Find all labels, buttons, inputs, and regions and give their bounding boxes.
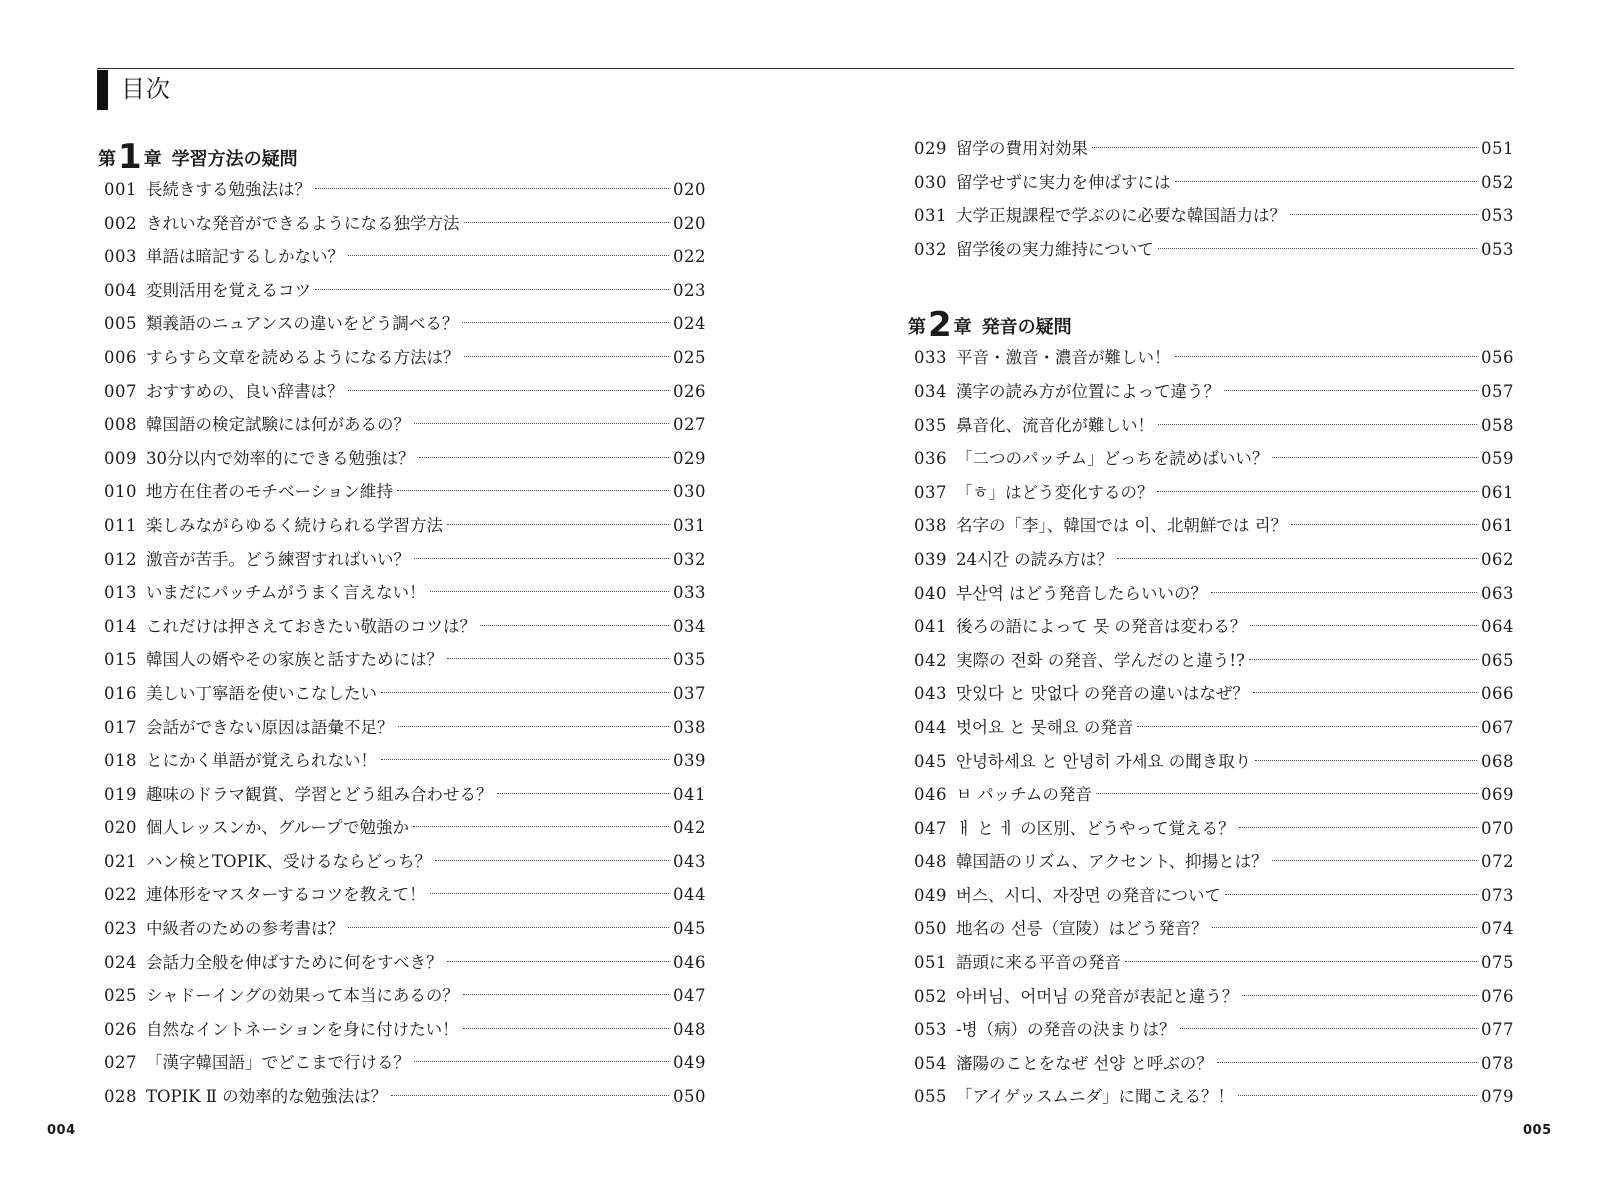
chapter-prefix: 第 bbox=[908, 317, 926, 339]
entry-number: 032 bbox=[914, 239, 947, 259]
entry-page: 053 bbox=[1481, 206, 1514, 226]
entry-page: 066 bbox=[1481, 684, 1514, 704]
toc-entry bbox=[908, 476, 1514, 510]
entry-number: 011 bbox=[104, 515, 137, 535]
entry-page: 032 bbox=[673, 549, 706, 569]
toc-entry bbox=[98, 173, 706, 207]
entry-title: とにかく単語が覚えられない！ bbox=[146, 751, 377, 771]
entry-page: 058 bbox=[1481, 415, 1514, 435]
leader-dots bbox=[463, 994, 669, 995]
entry-number: 020 bbox=[104, 818, 137, 838]
leader-dots bbox=[1137, 726, 1477, 727]
entry-page: 050 bbox=[673, 1087, 706, 1107]
entry-title: 韓国語のリズム、アクセント、抑揚とは？ bbox=[956, 852, 1268, 872]
leader-dots bbox=[463, 1028, 669, 1029]
entry-number: 017 bbox=[104, 717, 137, 737]
entry-title: 「漢字韓国語」でどこまで行ける？ bbox=[146, 1053, 410, 1073]
entry-page: 027 bbox=[673, 415, 706, 435]
toc-entry bbox=[98, 341, 706, 375]
entry-number: 007 bbox=[104, 381, 137, 401]
toc-entry bbox=[908, 341, 1514, 375]
leader-dots bbox=[447, 524, 669, 525]
entry-number: 040 bbox=[914, 583, 947, 603]
entry-page: 039 bbox=[673, 751, 706, 771]
entry-number: 028 bbox=[104, 1087, 137, 1107]
toc-entry bbox=[908, 543, 1514, 577]
leader-dots bbox=[447, 961, 669, 962]
entry-title: 瀋陽のことをなぜ 선양 と呼ぶの？ bbox=[956, 1053, 1213, 1073]
entry-title: ハン検とTOPIK、受けるならどっち？ bbox=[146, 851, 432, 871]
entry-title: 自然なイントネーションを身に付けたい！ bbox=[146, 1019, 459, 1039]
entry-title: ㅐ と ㅔ の区別、どうやって覚える？ bbox=[956, 818, 1235, 838]
entry-title: おすすめの、良い辞書は？ bbox=[146, 381, 344, 401]
entry-page: 025 bbox=[673, 347, 706, 367]
leader-dots bbox=[1290, 214, 1477, 215]
entry-number: 005 bbox=[104, 314, 137, 334]
entry-number: 002 bbox=[104, 213, 137, 233]
entry-page: 053 bbox=[1481, 239, 1514, 259]
leader-dots bbox=[1211, 592, 1477, 593]
leader-dots bbox=[414, 558, 669, 559]
leader-dots bbox=[435, 860, 669, 861]
entry-title: 楽しみながらゆるく続けられる学習方法 bbox=[146, 515, 443, 535]
entry-page: 072 bbox=[1481, 852, 1514, 872]
entry-page: 023 bbox=[673, 280, 706, 300]
entry-number: 042 bbox=[914, 650, 947, 670]
entry-title: これだけは押さえておきたい敬語のコツは？ bbox=[146, 616, 476, 636]
entry-title: 벗어요 と 못해요 の発音 bbox=[956, 717, 1134, 737]
leader-dots bbox=[1225, 894, 1477, 895]
chapter-1-heading bbox=[98, 132, 706, 177]
entry-page: 047 bbox=[673, 986, 706, 1006]
entry-number: 004 bbox=[104, 280, 137, 300]
entry-title: 留学後の実力維持について bbox=[956, 239, 1154, 259]
leader-dots bbox=[1117, 558, 1477, 559]
entry-page: 030 bbox=[673, 482, 706, 502]
entry-title: 地名の 선릉（宣陵）はどう発音？ bbox=[956, 919, 1208, 939]
entry-page: 031 bbox=[673, 515, 706, 535]
entry-title: 趣味のドラマ観賞、学習とどう組み合わせる？ bbox=[146, 784, 493, 804]
entry-title: 会話力全般を伸ばすために何をすべき？ bbox=[146, 952, 443, 972]
toc-right-column bbox=[908, 132, 1514, 1114]
leader-dots bbox=[1238, 1095, 1477, 1096]
toc-entry bbox=[908, 1080, 1514, 1114]
entry-number: 010 bbox=[104, 482, 137, 502]
toc-entry bbox=[908, 1047, 1514, 1081]
leader-dots bbox=[1249, 659, 1477, 660]
entry-page: 051 bbox=[1481, 139, 1514, 158]
entry-number: 019 bbox=[104, 784, 137, 804]
toc-list-chapter-2 bbox=[908, 341, 1514, 1114]
entry-title: 韓国語の検定試験には何があるの？ bbox=[146, 415, 410, 435]
leader-dots bbox=[1175, 181, 1478, 182]
entry-page: 049 bbox=[673, 1053, 706, 1073]
entry-number: 027 bbox=[104, 1053, 137, 1073]
entry-number: 051 bbox=[914, 953, 947, 973]
toc-entry bbox=[908, 199, 1514, 233]
toc-entry bbox=[908, 442, 1514, 476]
top-rule bbox=[97, 68, 1514, 69]
entry-page: 079 bbox=[1481, 1087, 1514, 1107]
leader-dots bbox=[464, 222, 670, 223]
toc-entry bbox=[908, 509, 1514, 543]
entry-page: 061 bbox=[1481, 482, 1514, 502]
leader-dots bbox=[464, 356, 670, 357]
toc-entry bbox=[98, 946, 706, 980]
entry-title: 「ㅎ」はどう変化するの？ bbox=[956, 482, 1154, 502]
entry-page: 062 bbox=[1481, 549, 1514, 569]
entry-title: きれいな発音ができるようになる独学方法 bbox=[146, 213, 460, 233]
leader-dots bbox=[462, 322, 669, 323]
entry-number: 034 bbox=[914, 381, 947, 401]
toc-entry bbox=[98, 375, 706, 409]
entry-title: 韓国人の婿やその家族と話すためには？ bbox=[146, 650, 443, 670]
entry-title: 個人レッスンか、グループで勉強か bbox=[146, 818, 410, 838]
entry-number: 018 bbox=[104, 751, 137, 771]
toc-entry bbox=[98, 912, 706, 946]
toc-entry bbox=[98, 240, 706, 274]
entry-page: 033 bbox=[673, 583, 706, 603]
entry-number: 012 bbox=[104, 549, 137, 569]
entry-title: 長続きする勉強法は？ bbox=[146, 180, 311, 199]
page-number-right: 005 bbox=[1523, 1123, 1552, 1138]
toc-entry bbox=[908, 745, 1514, 779]
entry-title: 名字の「李」、韓国では 이、北朝鮮では 리？ bbox=[956, 516, 1288, 536]
toc-entry bbox=[908, 677, 1514, 711]
leader-dots bbox=[1158, 248, 1477, 249]
entry-number: 024 bbox=[104, 952, 137, 972]
entry-title: 類義語のニュアンスの違いをどう調べる？ bbox=[146, 314, 459, 334]
entry-number: 054 bbox=[914, 1053, 947, 1073]
entry-title: 語頭に来る平音の発音 bbox=[956, 953, 1121, 973]
entry-page: 063 bbox=[1481, 583, 1514, 603]
entry-page: 052 bbox=[1481, 172, 1514, 192]
entry-page: 073 bbox=[1481, 885, 1514, 905]
entry-title: 漢字の読み方が位置によって違う？ bbox=[956, 381, 1220, 401]
entry-page: 046 bbox=[673, 952, 706, 972]
toc-entry bbox=[98, 509, 706, 543]
entry-page: 059 bbox=[1481, 449, 1514, 469]
entry-page: 056 bbox=[1481, 348, 1514, 368]
entry-page: 078 bbox=[1481, 1053, 1514, 1073]
entry-number: 055 bbox=[914, 1087, 947, 1107]
entry-page: 068 bbox=[1481, 751, 1514, 771]
entry-page: 044 bbox=[673, 885, 706, 905]
entry-title: 中級者のための参考書は？ bbox=[146, 919, 344, 939]
entry-title: 変則活用を覚えるコツ bbox=[146, 280, 311, 300]
leader-dots bbox=[497, 793, 670, 794]
entry-title: ㅂ パッチムの発音 bbox=[956, 785, 1092, 805]
toc-entry bbox=[908, 946, 1514, 980]
leader-dots bbox=[1217, 1062, 1477, 1063]
entry-page: 076 bbox=[1481, 986, 1514, 1006]
leader-dots bbox=[1272, 457, 1477, 458]
entry-number: 036 bbox=[914, 449, 947, 469]
entry-title: いまだにパッチムがうまく言えない！ bbox=[146, 583, 426, 603]
entry-number: 001 bbox=[104, 180, 137, 199]
page-title: 目次 bbox=[121, 75, 171, 103]
entry-page: 020 bbox=[673, 180, 706, 199]
entry-title: 아버님、어머님 の発音が表記と違う？ bbox=[956, 986, 1239, 1006]
toc-entry bbox=[908, 409, 1514, 443]
toc-entry bbox=[98, 711, 706, 745]
entry-page: 026 bbox=[673, 381, 706, 401]
toc-entry bbox=[98, 878, 706, 912]
entry-number: 030 bbox=[914, 172, 947, 192]
leader-dots bbox=[1250, 625, 1477, 626]
entry-page: 075 bbox=[1481, 953, 1514, 973]
entry-number: 049 bbox=[914, 885, 947, 905]
entry-title: 後ろの語によって 못 の発音は変わる？ bbox=[956, 617, 1247, 637]
leader-dots bbox=[419, 457, 670, 458]
entry-title: 안녕하세요 と 안녕히 가세요 の聞き取り bbox=[956, 751, 1252, 771]
entry-page: 037 bbox=[673, 683, 706, 703]
entry-page: 069 bbox=[1481, 785, 1514, 805]
toc-entry bbox=[98, 979, 706, 1013]
leader-dots bbox=[1092, 147, 1477, 148]
title-marker-bar bbox=[97, 70, 108, 110]
entry-number: 050 bbox=[914, 919, 947, 939]
entry-page: 070 bbox=[1481, 818, 1514, 838]
entry-page: 061 bbox=[1481, 516, 1514, 536]
entry-page: 043 bbox=[673, 851, 706, 871]
page-number-left: 004 bbox=[47, 1123, 76, 1138]
toc-entry bbox=[98, 408, 706, 442]
entry-page: 077 bbox=[1481, 1020, 1514, 1040]
toc-entry bbox=[98, 307, 706, 341]
toc-entry bbox=[908, 1013, 1514, 1047]
toc-entry bbox=[98, 1046, 706, 1080]
entry-title: 激音が苦手。どう練習すればいい？ bbox=[146, 549, 410, 569]
entry-page: 029 bbox=[673, 448, 706, 468]
toc-entry bbox=[908, 980, 1514, 1014]
toc-entry bbox=[908, 711, 1514, 745]
leader-dots bbox=[480, 625, 669, 626]
entry-page: 038 bbox=[673, 717, 706, 737]
leader-dots bbox=[1157, 491, 1477, 492]
entry-title: シャドーイングの効果って本当にあるの？ bbox=[146, 986, 459, 1006]
toc-entry bbox=[98, 610, 706, 644]
leader-dots bbox=[397, 490, 669, 491]
toc-left-column bbox=[98, 132, 706, 1114]
entry-page: 067 bbox=[1481, 717, 1514, 737]
toc-entry bbox=[98, 576, 706, 610]
chapter-suffix: 章 bbox=[953, 317, 972, 339]
leader-dots bbox=[1175, 356, 1478, 357]
toc-entry bbox=[98, 475, 706, 509]
entry-title: 「二つのパッチム」どっちを読めばいい？ bbox=[956, 449, 1269, 469]
toc-entry bbox=[98, 274, 706, 308]
entry-number: 043 bbox=[914, 684, 947, 704]
toc-entry bbox=[908, 610, 1514, 644]
entry-title: 大学正規課程で学ぶのに必要な韓国語力は？ bbox=[956, 206, 1286, 226]
chapter-suffix: 章 bbox=[143, 149, 162, 170]
entry-number: 047 bbox=[914, 818, 947, 838]
leader-dots bbox=[348, 927, 669, 928]
entry-page: 034 bbox=[673, 616, 706, 636]
entry-page: 041 bbox=[673, 784, 706, 804]
entry-title: 鼻音化、流音化が難しい！ bbox=[956, 415, 1154, 435]
entry-number: 025 bbox=[104, 986, 137, 1006]
leader-dots bbox=[1272, 860, 1477, 861]
entry-number: 021 bbox=[104, 851, 137, 871]
entry-number: 006 bbox=[104, 347, 137, 367]
chapter-title: 学習方法の疑問 bbox=[171, 149, 298, 170]
entry-number: 033 bbox=[914, 348, 947, 368]
entry-number: 035 bbox=[914, 415, 947, 435]
entry-number: 015 bbox=[104, 650, 137, 670]
section-gap bbox=[908, 266, 1514, 300]
entry-title: -병（病）の発音の決まりは？ bbox=[956, 1020, 1176, 1040]
toc-entry bbox=[908, 375, 1514, 409]
entry-number: 026 bbox=[104, 1019, 137, 1039]
entry-number: 037 bbox=[914, 482, 947, 502]
entry-title: 単語は暗記するしかない？ bbox=[146, 247, 344, 267]
toc-entry bbox=[98, 643, 706, 677]
toc-entry bbox=[98, 442, 706, 476]
entry-title: 留学の費用対効果 bbox=[956, 139, 1088, 158]
leader-dots bbox=[315, 188, 669, 189]
toc-entry bbox=[908, 778, 1514, 812]
entry-number: 022 bbox=[104, 885, 137, 905]
toc-entry bbox=[908, 577, 1514, 611]
entry-title: 美しい丁寧語を使いこなしたい bbox=[146, 683, 377, 703]
entry-page: 045 bbox=[673, 919, 706, 939]
entry-title: すらすら文章を読めるようになる方法は？ bbox=[146, 347, 460, 367]
leader-dots bbox=[1180, 1028, 1477, 1029]
toc-entry bbox=[98, 1080, 706, 1114]
chapter-2-heading bbox=[908, 300, 1514, 346]
entry-page: 020 bbox=[673, 213, 706, 233]
leader-dots bbox=[398, 726, 670, 727]
toc-entry bbox=[98, 744, 706, 778]
entry-title: 地方在住者のモチベーション維持 bbox=[146, 482, 393, 502]
leader-dots bbox=[1096, 793, 1477, 794]
entry-number: 039 bbox=[914, 549, 947, 569]
leader-dots bbox=[348, 255, 669, 256]
toc-list-chapter-1-continued bbox=[908, 132, 1514, 266]
leader-dots bbox=[414, 423, 669, 424]
entry-number: 048 bbox=[914, 852, 947, 872]
entry-title: 24시간 の読み方は？ bbox=[956, 549, 1114, 569]
entry-title: 平音・激音・濃音が難しい！ bbox=[956, 348, 1171, 368]
entry-page: 064 bbox=[1481, 617, 1514, 637]
leader-dots bbox=[391, 1095, 669, 1096]
entry-page: 074 bbox=[1481, 919, 1514, 939]
entry-number: 023 bbox=[104, 919, 137, 939]
toc-entry bbox=[98, 543, 706, 577]
entry-title: 「アイゲッスムニダ」に聞こえる？！ bbox=[956, 1087, 1235, 1107]
leader-dots bbox=[1125, 961, 1477, 962]
entry-number: 029 bbox=[914, 139, 947, 158]
toc-entry bbox=[908, 166, 1514, 200]
entry-number: 009 bbox=[104, 448, 137, 468]
entry-page: 057 bbox=[1481, 381, 1514, 401]
entry-title: 30分以内で効率的にできる勉強は？ bbox=[146, 448, 415, 468]
toc-entry bbox=[98, 811, 706, 845]
entry-title: 連体形をマスターするコツを教えて！ bbox=[146, 885, 426, 905]
entry-title: 부산역 はどう発音したらいいの？ bbox=[956, 583, 1208, 603]
leader-dots bbox=[1212, 927, 1477, 928]
entry-number: 053 bbox=[914, 1020, 947, 1040]
entry-number: 031 bbox=[914, 206, 947, 226]
leader-dots bbox=[348, 390, 669, 391]
entry-number: 016 bbox=[104, 683, 137, 703]
leader-dots bbox=[430, 591, 669, 592]
entry-title: 実際の 전화 の発音、学んだのと違う!? bbox=[956, 650, 1245, 670]
toc-list-chapter-1 bbox=[98, 173, 706, 1114]
entry-title: 맛있다 と 맛없다 の発音の違いはなぜ？ bbox=[956, 684, 1249, 704]
toc-entry bbox=[908, 912, 1514, 946]
entry-title: 留学せずに実力を伸ばすには bbox=[956, 172, 1171, 192]
leader-dots bbox=[1242, 995, 1477, 996]
chapter-prefix: 第 bbox=[98, 149, 116, 170]
entry-number: 013 bbox=[104, 583, 137, 603]
toc-entry bbox=[98, 1013, 706, 1047]
entry-title: 会話ができない原因は語彙不足？ bbox=[146, 717, 394, 737]
entry-number: 008 bbox=[104, 415, 137, 435]
entry-page: 035 bbox=[673, 650, 706, 670]
toc-entry bbox=[98, 207, 706, 241]
leader-dots bbox=[1291, 524, 1477, 525]
chapter-title: 発音の疑問 bbox=[981, 317, 1072, 339]
leader-dots bbox=[1158, 424, 1477, 425]
leader-dots bbox=[1253, 692, 1477, 693]
toc-entry bbox=[98, 845, 706, 879]
leader-dots bbox=[381, 692, 669, 693]
leader-dots bbox=[381, 759, 669, 760]
entry-page: 048 bbox=[673, 1019, 706, 1039]
toc-entry bbox=[908, 132, 1514, 166]
leader-dots bbox=[315, 289, 669, 290]
chapter-number: 2 bbox=[928, 305, 952, 346]
entry-number: 014 bbox=[104, 616, 137, 636]
entry-title: 버스、시디、자장면 の発音について bbox=[956, 885, 1221, 905]
toc-entry bbox=[98, 778, 706, 812]
leader-dots bbox=[1239, 827, 1477, 828]
leader-dots bbox=[413, 826, 669, 827]
entry-number: 052 bbox=[914, 986, 947, 1006]
entry-number: 041 bbox=[914, 617, 947, 637]
toc-entry bbox=[98, 677, 706, 711]
entry-page: 065 bbox=[1481, 650, 1514, 670]
leader-dots bbox=[1224, 390, 1477, 391]
entry-page: 042 bbox=[673, 818, 706, 838]
entry-number: 044 bbox=[914, 717, 947, 737]
leader-dots bbox=[430, 893, 669, 894]
entry-page: 024 bbox=[673, 314, 706, 334]
entry-number: 046 bbox=[914, 785, 947, 805]
toc-entry bbox=[908, 845, 1514, 879]
leader-dots bbox=[1255, 760, 1477, 761]
toc-entry bbox=[908, 233, 1514, 267]
toc-entry bbox=[908, 812, 1514, 846]
entry-number: 003 bbox=[104, 247, 137, 267]
entry-page: 022 bbox=[673, 247, 706, 267]
chapter-number: 1 bbox=[118, 137, 142, 177]
entry-title: TOPIK Ⅱ の効率的な勉強法は？ bbox=[146, 1087, 388, 1107]
toc-entry bbox=[908, 644, 1514, 678]
entry-number: 038 bbox=[914, 516, 947, 536]
toc-entry bbox=[908, 879, 1514, 913]
leader-dots bbox=[447, 658, 669, 659]
leader-dots bbox=[414, 1061, 669, 1062]
entry-number: 045 bbox=[914, 751, 947, 771]
